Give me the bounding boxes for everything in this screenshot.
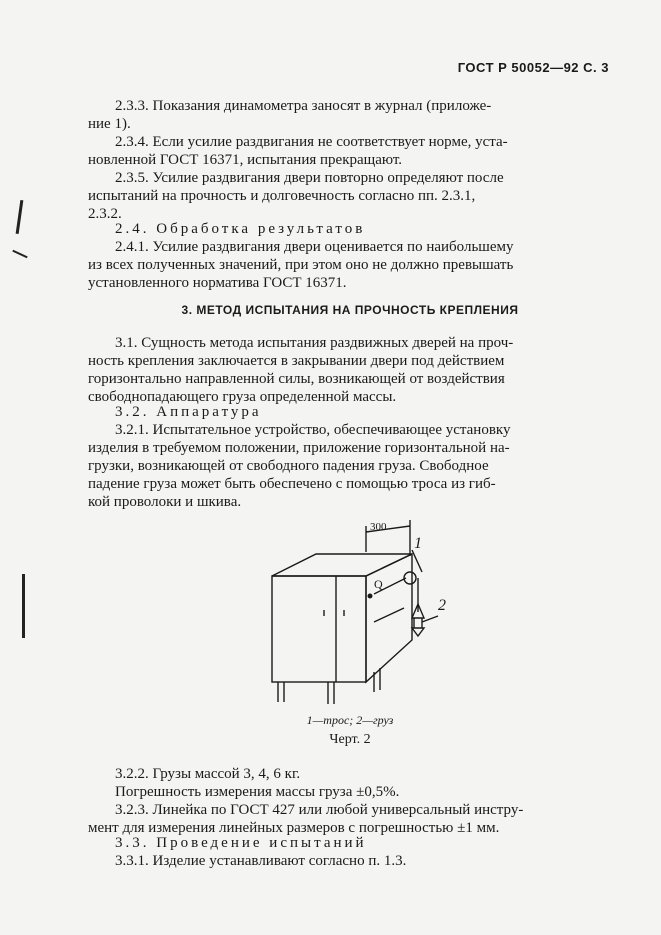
paragraph-3-2-1-end: кой проволоки и шкива.: [88, 494, 242, 510]
dimension-label: 300: [370, 521, 387, 533]
force-point: [368, 594, 373, 599]
paragraph-3-2-2-note: Погрешность измерения массы груза ±0,5%.: [115, 784, 400, 800]
paragraph-2-3-3: 2.3.3. Показания динамометра заносят в журнал (приложе-: [115, 98, 492, 114]
paragraph-3-2-1-cont3: падение груза может быть обеспечено с помощью троса из гиб-: [88, 476, 496, 492]
callout-1: 1: [414, 535, 422, 552]
paragraph-3-1-cont2: горизонтально направленной силы, возникающей от воздействия: [88, 371, 505, 387]
page-header: ГОСТ Р 50052—92 С. 3: [457, 60, 609, 75]
leader-1: [412, 550, 422, 572]
weight-bottom: [412, 628, 424, 636]
paragraph-3-2-3-cont: мент для измерения линейных размеров с погрешностью ±1 мм.: [88, 820, 500, 836]
paragraph-2-4-1-end: установленного норматива ГОСТ 16371.: [88, 275, 347, 291]
figure-legend: 1—трос; 2—груз: [306, 713, 394, 727]
heading-2-4: 2.4. Обработка результатов: [115, 221, 366, 237]
force-label: Q: [374, 577, 383, 591]
callout-2: 2: [438, 597, 446, 614]
paragraph-3-1-end: свободнопадающего груза определенной массы.: [88, 389, 397, 405]
paragraph-2-3-5-end: 2.3.2.: [88, 206, 122, 222]
margin-mark: [22, 574, 25, 638]
figure-caption: Черт. 2: [329, 732, 371, 747]
paragraph-3-1-cont1: ность крепления заключается в закрывании двери под действием: [88, 353, 505, 369]
heading-3-2: 3.2. Аппаратура: [115, 404, 262, 420]
paragraph-3-1: 3.1. Сущность метода испытания раздвижных дверей на проч-: [115, 335, 514, 351]
cabinet-front: [272, 576, 366, 682]
figure-2-test-rig: [262, 512, 462, 712]
paragraph-3-2-1-cont1: изделия в требуемом положении, приложение горизонтальной на-: [88, 440, 510, 456]
paragraph-3-3-1: 3.3.1. Изделие устанавливают согласно п. 1.3.: [115, 853, 407, 869]
paragraph-3-2-1-cont2: грузки, возникающей от свободного падения груза. Свободное: [88, 458, 489, 474]
cabinet-side: [366, 554, 412, 682]
paragraph-2-3-4-cont: новленной ГОСТ 16371, испытания прекращают.: [88, 152, 403, 168]
paragraph-2-4-1: 2.4.1. Усилие раздвигания двери оценивается по наибольшему: [115, 239, 514, 255]
leader-2: [422, 616, 438, 622]
paragraph-2-3-5: 2.3.5. Усилие раздвигания двери повторно определяют после: [115, 170, 504, 186]
heading-3-3: 3.3. Проведение испытаний: [115, 835, 367, 851]
margin-mark: [16, 200, 24, 234]
paragraph-3-2-3: 3.2.3. Линейка по ГОСТ 427 или любой универсальный инстру-: [115, 802, 524, 818]
inner-shelf: [374, 608, 404, 622]
paragraph-2-4-1-cont: из всех полученных значений, при этом оно не должно превышать: [88, 257, 514, 273]
paragraph-2-3-5-cont: испытаний на прочность и долговечность согласно пп. 2.3.1,: [88, 188, 476, 204]
paragraph-2-3-3-cont: ние 1).: [88, 116, 131, 132]
paragraph-3-2-1: 3.2.1. Испытательное устройство, обеспечивающее установку: [115, 422, 511, 438]
paragraph-3-2-2: 3.2.2. Грузы массой 3, 4, 6 кг.: [115, 766, 301, 782]
paragraph-2-3-4: 2.3.4. Если усилие раздвигания не соответствует норме, уста-: [115, 134, 508, 150]
cabinet-top: [272, 554, 412, 576]
section-3-heading: 3. МЕТОД ИСПЫТАНИЯ НА ПРОЧНОСТЬ КРЕПЛЕНИЯ: [181, 303, 519, 317]
margin-mark: [12, 250, 27, 259]
